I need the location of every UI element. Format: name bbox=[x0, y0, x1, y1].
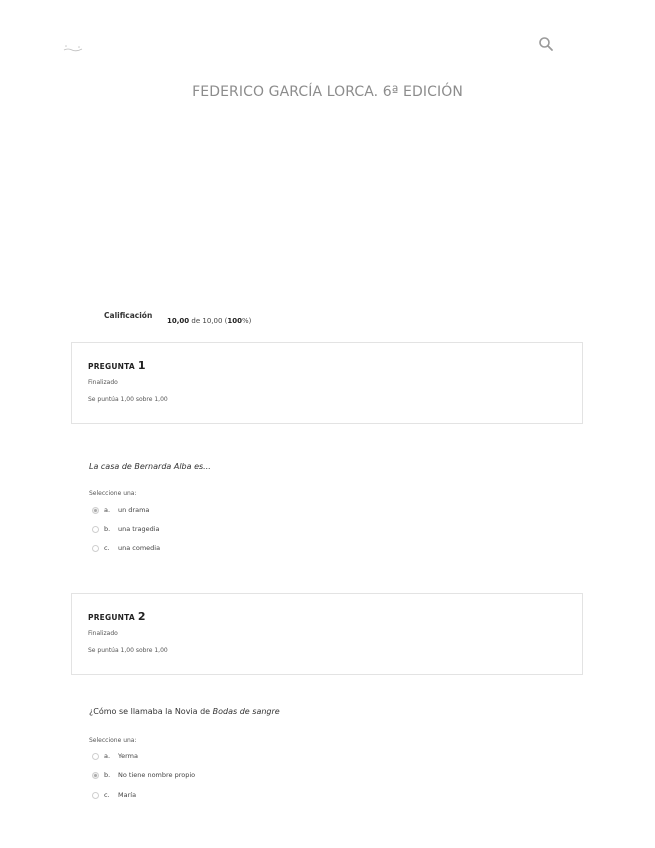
answer-letter: a. bbox=[104, 506, 111, 514]
question-2-grade: Se puntúa 1,00 sobre 1,00 bbox=[88, 647, 168, 654]
question-2-text-plain: ¿Cómo se llamaba la Novia de bbox=[89, 707, 213, 716]
radio-unselected[interactable] bbox=[92, 792, 99, 799]
answer-text: María bbox=[118, 791, 137, 799]
question-2-label bbox=[88, 610, 146, 623]
answer-text: No tiene nombre propio bbox=[118, 771, 196, 779]
answer-text: una tragedia bbox=[118, 525, 160, 533]
search-icon[interactable] bbox=[538, 36, 554, 52]
grade-value bbox=[167, 317, 251, 325]
course-title: FEDERICO GARCÍA LORCA. 6ª EDICIÓN bbox=[192, 84, 463, 100]
grade-of: de 10,00 ( bbox=[191, 317, 228, 325]
answer-text: una comedia bbox=[118, 544, 161, 552]
question-2-state: Finalizado bbox=[88, 630, 118, 637]
answer-option-2c[interactable] bbox=[92, 789, 136, 801]
radio-unselected[interactable] bbox=[92, 753, 99, 760]
grade-percent-suffix: %) bbox=[242, 317, 252, 325]
answer-letter: c. bbox=[104, 791, 110, 799]
answer-text: Yerma bbox=[118, 752, 138, 760]
answer-letter: b. bbox=[104, 771, 111, 779]
question-1-state: Finalizado bbox=[88, 379, 118, 386]
answer-option-2b[interactable] bbox=[92, 769, 195, 781]
answer-letter: b. bbox=[104, 525, 111, 533]
question-number: 2 bbox=[137, 610, 146, 623]
question-label-text: PREGUNTA bbox=[88, 613, 135, 622]
answer-option-2a[interactable] bbox=[92, 750, 138, 762]
answer-text: un drama bbox=[118, 506, 150, 514]
question-1-label bbox=[88, 359, 146, 372]
question-number: 1 bbox=[137, 359, 146, 372]
grade-percent: 100 bbox=[227, 317, 242, 325]
answer-letter: c. bbox=[104, 544, 110, 552]
question-label-text: PREGUNTA bbox=[88, 362, 135, 371]
question-2-text bbox=[89, 707, 280, 716]
radio-selected[interactable] bbox=[92, 507, 99, 514]
radio-unselected[interactable] bbox=[92, 526, 99, 533]
radio-selected[interactable] bbox=[92, 772, 99, 779]
question-1-prompt: Seleccione una: bbox=[89, 490, 137, 497]
question-1-info bbox=[71, 342, 583, 424]
grade-score: 10,00 bbox=[167, 317, 190, 325]
question-2-text-italic: Bodas de sangre bbox=[212, 707, 280, 716]
answer-option-1a[interactable] bbox=[92, 504, 149, 516]
question-2-prompt: Seleccione una: bbox=[89, 737, 137, 744]
question-1-text: La casa de Bernarda Alba es... bbox=[89, 462, 211, 471]
question-1-grade: Se puntúa 1,00 sobre 1,00 bbox=[88, 396, 168, 403]
site-logo-icon[interactable] bbox=[62, 42, 84, 52]
answer-option-1c[interactable] bbox=[92, 542, 160, 554]
answer-option-1b[interactable] bbox=[92, 523, 160, 535]
answer-letter: a. bbox=[104, 752, 111, 760]
radio-unselected[interactable] bbox=[92, 545, 99, 552]
question-2-info bbox=[71, 593, 583, 675]
grade-label: Calificación bbox=[104, 311, 153, 320]
